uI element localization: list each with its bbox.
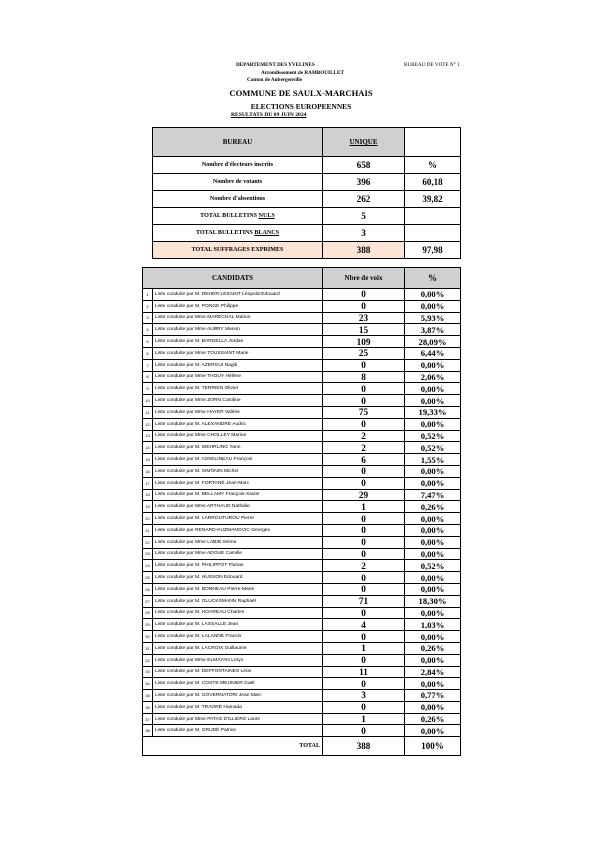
candidate-number: 21 [143,524,153,536]
bureau-label: BUREAU [153,128,323,157]
candidate-name: Liste conduite par Mme MARÉCHAL Marion [153,312,323,324]
candidate-votes: 75 [323,406,405,418]
candidate-name: Liste conduite par Mme HAYER Valérie [153,406,323,418]
candidate-name: Liste conduite par M. GLUCKSMANN Raphaël [153,595,323,607]
candidate-votes: 0 [323,359,405,371]
candidate-votes: 0 [323,654,405,666]
candidate-number: 8 [143,371,153,383]
bureau-vote-label: BUREAU DE VOTE N° 1 [404,62,460,68]
candidate-name: Liste conduite par M. BONNEAU Pierre-Marie [153,583,323,595]
exprimes-value: 388 [323,242,405,259]
candidate-name: Liste conduite par M. GRUDÉ Patrice [153,725,323,737]
candidate-pct: 0,26% [405,642,461,654]
candidate-name: Liste conduite par M. HUSSON Edouard [153,572,323,584]
candidate-pct: 0,00% [405,583,461,595]
candidate-row [143,631,461,643]
nuls-label [153,208,323,225]
candidate-row [143,359,461,371]
candidate-row [143,418,461,430]
candidate-name: Liste conduite par Mme ZORN Caroline [153,395,323,407]
candidate-number: 33 [143,666,153,678]
candidate-number: 35 [143,690,153,702]
candidate-row [143,678,461,690]
candidate-name: Liste conduite par Mme THOUY Hélène [153,371,323,383]
candidate-name: Liste conduite par M. LARROUTUROU Pierre [153,513,323,525]
candidate-votes: 0 [323,631,405,643]
candidate-number: 37 [143,713,153,725]
candidate-row [143,336,461,348]
candidate-row [143,572,461,584]
candidate-votes: 15 [323,324,405,336]
candidate-name: Liste conduite par M. COSTE-MEUNIER Gaël [153,678,323,690]
candidate-pct: 0,00% [405,678,461,690]
candidate-pct: 0,00% [405,513,461,525]
bureau-value: UNIQUE [323,128,405,157]
candidate-votes: 0 [323,701,405,713]
candidate-row [143,406,461,418]
candidate-name: Liste conduite par M. LASSALLE Jean [153,619,323,631]
candidate-name: Liste conduite par Mme ADOUE Camille [153,548,323,560]
summary-header-row [153,128,461,157]
candidate-row [143,454,461,466]
total-votes: 388 [323,737,405,756]
candidate-row [143,477,461,489]
candidate-votes: 0 [323,395,405,407]
candidates-header-row [143,268,461,289]
candidate-name: Liste conduite par M. AZERGUI Nagib [153,359,323,371]
exprimes-pct: 97,98 [405,242,461,259]
exprimes-row [153,242,461,259]
votants-value: 396 [323,174,405,191]
candidate-pct: 0,26% [405,501,461,513]
inscrits-label: Nombre d'électeurs inscrits [153,157,323,174]
candidate-name: Liste conduite par M. TERRIEN Olivier [153,383,323,395]
abstentions-label: Nombre d'absentions [153,191,323,208]
candidate-pct: 0,52% [405,560,461,572]
candidate-row [143,548,461,560]
candidate-row [143,395,461,407]
candidate-pct: 0,00% [405,477,461,489]
candidate-number: 3 [143,312,153,324]
candidate-pct: 0,77% [405,690,461,702]
candidate-votes: 0 [323,607,405,619]
candidate-pct: 0,00% [405,725,461,737]
candidate-pct: 19,33% [405,406,461,418]
candidate-votes: 4 [323,619,405,631]
candidate-name: Liste conduite par RENARD-KUZMANOVIC Georges [153,524,323,536]
candidate-row [143,513,461,525]
department-label: DEPARTEMENT DES YVELINES [236,62,315,68]
candidate-name: Liste conduite par M. LALANNE Francis [153,631,323,643]
candidate-votes: 25 [323,347,405,359]
candidate-votes: 0 [323,383,405,395]
candidate-votes: 71 [323,595,405,607]
inscrits-value: 658 [323,157,405,174]
blancs-pct-empty [405,225,461,242]
candidate-pct: 1,55% [405,454,461,466]
candidate-number: 29 [143,619,153,631]
candidate-number: 31 [143,642,153,654]
candidate-votes: 2 [323,430,405,442]
summary-table [152,127,461,259]
candidate-number: 10 [143,395,153,407]
percent-header: % [405,157,461,174]
nuls-row [153,208,461,225]
candidate-pct: 0,00% [405,418,461,430]
candidate-votes: 0 [323,289,405,301]
candidate-votes: 1 [323,713,405,725]
blancs-value: 3 [323,225,405,242]
inscrits-row [153,157,461,174]
candidate-number: 19 [143,501,153,513]
candidate-votes: 29 [323,489,405,501]
candidate-name: Liste conduite par M. BARDELLA Jordan [153,336,323,348]
candidate-row [143,595,461,607]
candidate-name: Liste conduite par M. PONGE Philippe [153,300,323,312]
candidate-votes: 0 [323,548,405,560]
canton-label: Canton de Aubergenville [247,77,303,83]
candidate-name: Liste conduite par M. SIMONIN Michel [153,465,323,477]
candidate-pct: 0,00% [405,536,461,548]
candidate-votes: 0 [323,477,405,489]
candidate-name: Liste conduite par M. GOVERNATORI Jean Marc [153,690,323,702]
candidate-votes: 0 [323,465,405,477]
candidate-number: 14 [143,442,153,454]
candidate-pct: 3,87% [405,324,461,336]
abstentions-value: 262 [323,191,405,208]
candidate-name: Liste conduite par Mme ELMAYAN Lorys [153,654,323,666]
total-row [143,737,461,756]
candidate-number: 28 [143,607,153,619]
candidates-header-votes: Nbre de voix [323,268,405,289]
candidate-row [143,666,461,678]
candidate-pct: 5,93% [405,312,461,324]
candidate-number: 7 [143,359,153,371]
candidates-table [142,267,461,756]
candidate-votes: 0 [323,513,405,525]
candidate-votes: 109 [323,336,405,348]
candidate-name: Liste conduite par M. WEHRLING Yann [153,442,323,454]
abstentions-pct: 39,82 [405,191,461,208]
candidate-name: Liste conduite par M. ALEXANDRE Audric [153,418,323,430]
blancs-label [153,225,323,242]
total-pct: 100% [405,737,461,756]
candidate-number: 30 [143,631,153,643]
candidate-row [143,289,461,301]
candidate-row [143,725,461,737]
candidate-votes: 0 [323,524,405,536]
candidate-name: Liste conduite par Mme ARTHAUD Nathalie [153,501,323,513]
candidate-row [143,442,461,454]
candidate-number: 9 [143,383,153,395]
candidate-row [143,560,461,572]
candidate-votes: 11 [323,666,405,678]
candidate-row [143,607,461,619]
blancs-row [153,225,461,242]
votants-row [153,174,461,191]
abstentions-row [153,191,461,208]
candidate-pct: 0,00% [405,607,461,619]
candidate-number: 13 [143,430,153,442]
candidate-row [143,312,461,324]
votants-label: Nombre de votants [153,174,323,191]
candidate-name: Liste conduite par M. BELLAMY François-Xavier [153,489,323,501]
arrondissement-label: Arrondissement de RAMBOUILLET [261,70,344,76]
candidate-row [143,347,461,359]
candidate-pct: 0,00% [405,524,461,536]
candidate-number: 22 [143,536,153,548]
votants-pct: 60,18 [405,174,461,191]
candidate-votes: 0 [323,300,405,312]
candidate-pct: 2,06% [405,371,461,383]
candidate-row [143,619,461,631]
candidate-pct: 0,00% [405,548,461,560]
candidate-row [143,701,461,713]
candidate-votes: 2 [323,442,405,454]
candidate-number: 20 [143,513,153,525]
candidates-header-name: CANDIDATS [143,268,323,289]
candidate-row [143,501,461,513]
candidate-row [143,583,461,595]
candidate-pct: 0,00% [405,465,461,477]
candidate-number: 17 [143,477,153,489]
candidate-number: 18 [143,489,153,501]
exprimes-label: TOTAL SUFFRAGES EXPRIMES [153,242,323,259]
candidate-row [143,536,461,548]
summary-empty-cell [405,128,461,157]
candidate-pct: 0,00% [405,289,461,301]
candidate-row [143,371,461,383]
candidate-votes: 2 [323,560,405,572]
candidate-pct: 0,00% [405,383,461,395]
candidate-number: 5 [143,336,153,348]
candidate-pct: 18,30% [405,595,461,607]
candidate-name: Liste conduite par M. PHILIPPOT Florian [153,560,323,572]
candidate-pct: 0,52% [405,442,461,454]
candidate-number: 25 [143,572,153,584]
candidate-row [143,690,461,702]
candidate-votes: 1 [323,501,405,513]
candidate-number: 38 [143,725,153,737]
election-title: ELECTIONS EUROPEENNES [250,102,352,111]
candidate-name: Liste conduite par M. TRAORÉ Hamada [153,701,323,713]
nuls-pct-empty [405,208,461,225]
candidate-number: 15 [143,454,153,466]
candidate-number: 34 [143,678,153,690]
candidate-pct: 0,00% [405,359,461,371]
candidate-pct: 1,03% [405,619,461,631]
candidate-number: 26 [143,583,153,595]
candidate-row [143,465,461,477]
candidate-name: Liste conduite par Mme TOUSSAINT Marie [153,347,323,359]
candidate-pct: 0,00% [405,300,461,312]
candidate-number: 11 [143,406,153,418]
candidate-votes: 1 [323,642,405,654]
candidate-pct: 0,26% [405,713,461,725]
candidate-row [143,654,461,666]
candidate-pct: 0,00% [405,654,461,666]
candidate-pct: 7,47% [405,489,461,501]
candidate-votes: 3 [323,690,405,702]
candidate-number: 23 [143,548,153,560]
candidates-header-pct: % [405,268,461,289]
candidate-row [143,642,461,654]
candidate-name: Liste conduite par M. ASSELINEAU François [153,454,323,466]
candidate-number: 2 [143,300,153,312]
candidate-votes: 23 [323,312,405,324]
blancs-label-word: BLANCS [254,230,280,236]
total-label: TOTAL [143,737,323,756]
candidate-name: Liste conduite par M. HOAREAU Charles [153,607,323,619]
results-date: RESULTATS DU 09 JUIN 2024 [231,112,307,118]
candidate-votes: 8 [323,371,405,383]
candidate-pct: 0,00% [405,395,461,407]
candidate-row [143,524,461,536]
candidate-name: Liste conduite par M. DEHER-LESAINT Léopold-Edouard [153,289,323,301]
candidate-number: 36 [143,701,153,713]
candidate-row [143,383,461,395]
candidate-number: 16 [143,465,153,477]
commune-title: COMMUNE DE SAULX-MARCHAIS [229,88,373,98]
candidate-pct: 6,44% [405,347,461,359]
candidate-number: 27 [143,595,153,607]
candidate-number: 6 [143,347,153,359]
candidate-votes: 0 [323,583,405,595]
candidate-votes: 0 [323,572,405,584]
candidate-number: 12 [143,418,153,430]
candidate-pct: 0,00% [405,631,461,643]
candidate-number: 24 [143,560,153,572]
candidate-votes: 6 [323,454,405,466]
candidate-name: Liste conduite par Mme CHOLLEY Marine [153,430,323,442]
candidate-name: Liste conduite par Mme AUBRY Manon [153,324,323,336]
candidate-name: Liste conduite par M. FORTANÉ Jean-Marc [153,477,323,489]
candidate-name: Liste conduite par Mme LABIB Selma [153,536,323,548]
blancs-label-prefix: TOTAL BULLETINS [195,230,255,236]
candidate-row [143,713,461,725]
candidate-pct: 28,09% [405,336,461,348]
candidate-votes: 0 [323,725,405,737]
candidate-name: Liste conduite par Mme PATAS D'ILLIERS Laure [153,713,323,725]
candidate-number: 4 [143,324,153,336]
candidate-votes: 0 [323,678,405,690]
candidate-name: Liste conduite par M. DEFFONTAINES Léon [153,666,323,678]
candidate-name: Liste conduite par M. LACROIX Guillaume [153,642,323,654]
candidate-votes: 0 [323,536,405,548]
nuls-label-prefix: TOTAL BULLETINS [200,213,259,219]
candidate-number: 1 [143,289,153,301]
candidate-votes: 0 [323,418,405,430]
candidate-row [143,324,461,336]
candidate-pct: 2,84% [405,666,461,678]
candidate-pct: 0,52% [405,430,461,442]
candidate-number: 32 [143,654,153,666]
nuls-label-word: NULS [258,213,275,219]
candidate-pct: 0,00% [405,701,461,713]
nuls-value: 5 [323,208,405,225]
candidate-row [143,489,461,501]
candidate-row [143,430,461,442]
candidate-pct: 0,00% [405,572,461,584]
candidate-row [143,300,461,312]
